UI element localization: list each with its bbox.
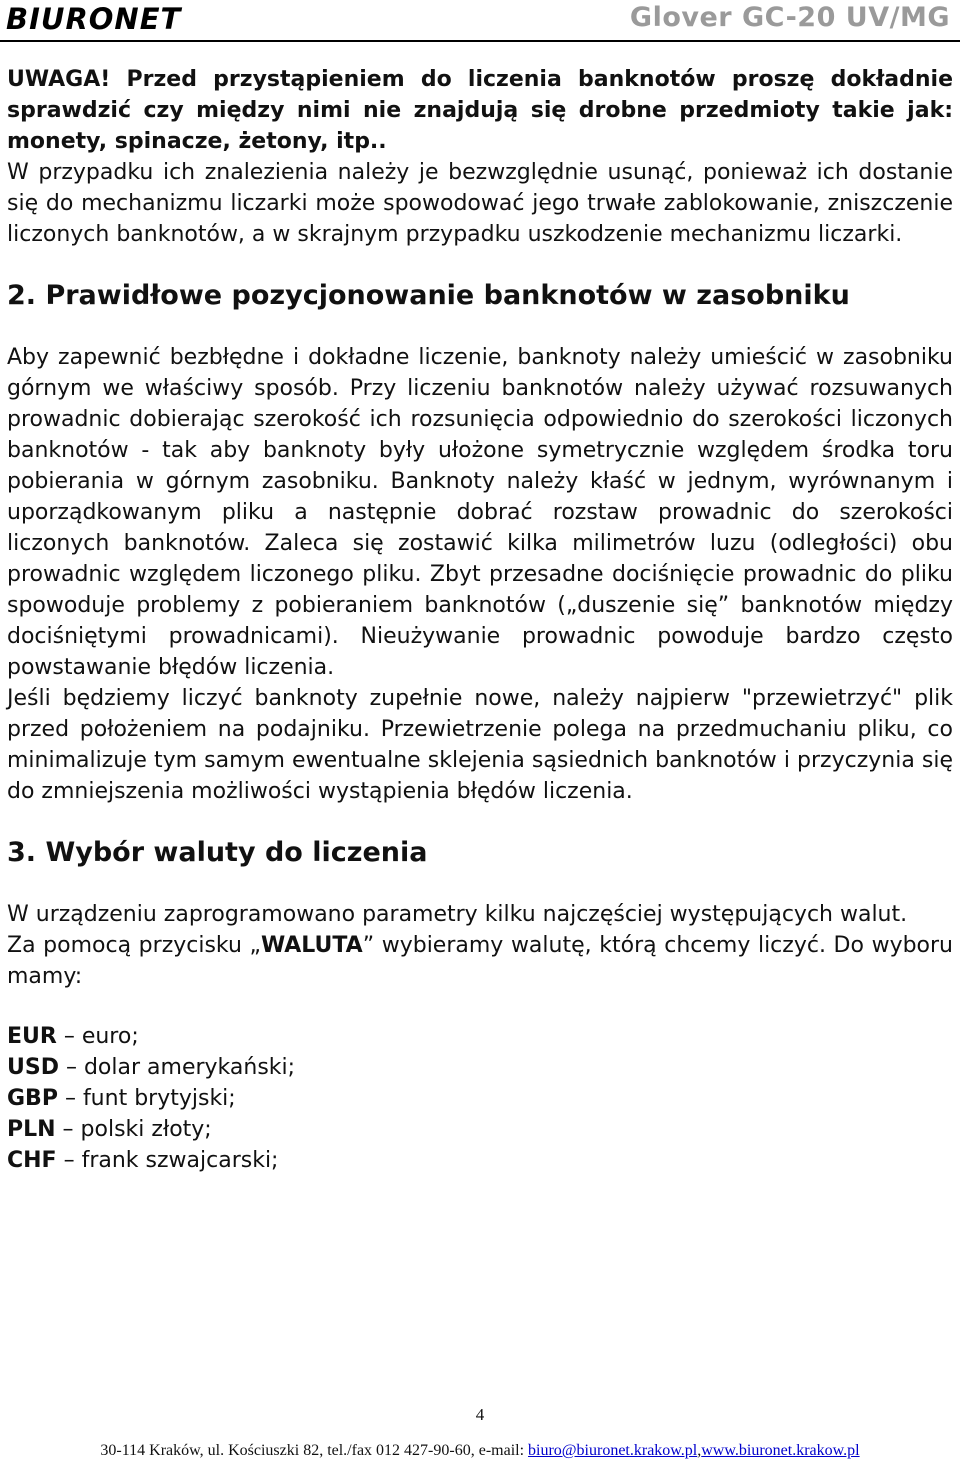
- currency-list: [7, 1021, 953, 1176]
- footer-address: 30-114 Kraków, ul. Kościuszki 82, tel./fax 012 427-90-60, e-mail:: [100, 1442, 529, 1459]
- warning-followup-text: W przypadku ich znalezienia należy je bezwzględnie usunąć, ponieważ ich dostanie się do mechanizmu liczarki może spowodować jego trwałe zablokowanie, zniszczenie liczonych banknotów, a w skrajnym przypadku uszkodzenie mechanizmu liczarki.: [7, 160, 953, 247]
- currency-item: CHF – frank szwajcarski;: [7, 1148, 279, 1173]
- currency-item: USD – dolar amerykański;: [7, 1055, 296, 1080]
- page-header: [0, 0, 960, 42]
- section-2-paragraph-2: Jeśli będziemy liczyć banknoty zupełnie nowe, należy najpierw "przewietrzyć" plik przed położeniem na podajniku. Przewietrzenie polega na przedmuchaniu pliku, co minimalizuje tym samym ewentualne sklejenia sąsiednich banknotów i przyczynia się do zmniejszenia możliwości wystąpienia błędów liczenia.: [7, 686, 953, 804]
- warning-text: UWAGA! Przed przystąpieniem do liczenia banknotów proszę dokładnie sprawdzić czy między nimi nie znajdują się drobne przedmioty takie jak: monety, spinacze, żetony, itp..: [7, 67, 953, 154]
- page-footer: 30-114 Kraków, ul. Kościuszki 82, tel./fax 012 427-90-60, e-mail: biuro@biuronet.krakow.pl,www.biuronet.krakow.pl: [100, 1442, 860, 1459]
- document-body: [7, 64, 953, 1176]
- footer-website-link[interactable]: www.biuronet.krakow.pl: [701, 1442, 860, 1459]
- model-name: Glover GC-20 UV/MG: [629, 2, 950, 33]
- currency-item: GBP – funt brytyjski;: [7, 1086, 236, 1111]
- brand-logo: BIURONET: [6, 2, 182, 36]
- waluta-key-label: WALUTA: [260, 933, 363, 958]
- currency-item: EUR – euro;: [7, 1024, 139, 1049]
- section-2-heading: 2. Prawidłowe pozycjonowanie banknotów w zasobniku: [7, 280, 850, 311]
- section-3-paragraph-2: Za pomocą przycisku „WALUTA” wybieramy walutę, którą chcemy liczyć. Do wyboru mamy:: [7, 933, 954, 989]
- section-3-heading: 3. Wybór waluty do liczenia: [7, 837, 428, 868]
- section-3-paragraph-1: W urządzeniu zaprogramowano parametry kilku najczęściej występujących walut.: [7, 902, 908, 927]
- page-number: 4: [475, 1405, 485, 1424]
- section-2-paragraph-1: Aby zapewnić bezbłędne i dokładne liczenie, banknoty należy umieścić w zasobniku górnym we właściwy sposób. Przy liczeniu banknotów należy używać rozsuwanych prowadnic dobierając szerokość ich rozsunięcia odpowiednio do szerokości liczonych banknotów - tak aby banknoty były ułożone symetrycznie względem środka toru pobierania w górnym zasobniku. Banknoty należy kłaść w jednym, wyrównanym i uporządkowanym pliku a następnie dobrać rozstaw prowadnic do szerokości liczonych banknotów. Zaleca się zostawić kilka milimetrów luzu (odległości) obu prowadnic względem liczonego pliku. Zbyt przesadne dociśnięcie prowadnic do pliku spowoduje problemy z pobieraniem banknotów („duszenie się” banknotów między dociśniętymi prowadnicami). Nieużywanie prowadnic powoduje bardzo często powstawanie błędów liczenia.: [7, 345, 953, 680]
- footer-email-link[interactable]: biuro@biuronet.krakow.pl: [528, 1442, 698, 1459]
- currency-item: PLN – polski złoty;: [7, 1117, 212, 1142]
